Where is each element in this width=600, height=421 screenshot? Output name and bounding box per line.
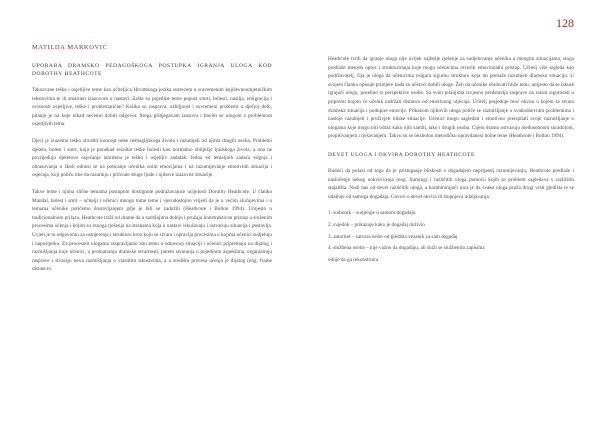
list-item: 3. autoritet – zatvara nešto od gledišta vezanih za sam događaj (328, 233, 458, 240)
right-column (328, 55, 574, 267)
list-item: 1. sudionik – sudjeluje u samom događaju (328, 210, 416, 217)
role-list (328, 209, 574, 264)
paragraph: Takve teme i njima slične temama postupom dostignute podražavajuće ucijelosti Dorothy Heathcote. U članku Mandal, bolest i smrt – učitelji i učenici mnogo tome teme i vjerodostojno vrijedi da je u većim slučajevima i u temama učenike potičemo dostavljanjem gdje je bili se zadužili (Heathcote i Bolton 1994). Umjesto u tradicionalnom prilazu, Heathcote traži od drame da u sadržajima dobiju i pružaju konstruktivan pristup u složenim procesima učenja i kojim su mnoga rješenja na stranama koja u nastavi iskušavaju i ostvaruju situacija i postavlja. Uvjeti je tu odgovoran za usmjerenje i strukturu kroz koju se stvara i upravlja procesima u kojima učenici sudjeluju i naposljetku. Za procesom ulogama raspravljamo istu temu u odnosnoj situaciji i učenici pripremaju na dijalog i razmišljanja koje učenici, u promatranju dramske stvarnosti, putem stvaranja u pojedinim aspektima, organiziraju rasprave i stvaraju nova razmišljanja o vlastitim iskustvima, a u središtu procesa učenja je dijalog (eng. frame distance). (32, 188, 272, 273)
author-name: MATILDA MARKOVIĆ (32, 44, 108, 51)
section-heading: UPORABA DRAMSKO PEDAGOŠKOGA POSTUPKA IGRANJA ULOGA KOD DOROTHY HEATHCOTE (32, 63, 272, 77)
paragraph: Djeci je izuzetno teško shvatiti koncept neke nemaglijskoga života i razumjeti od njima drugih osoba. Problemi djeteta, bolest i smrt, koja je ponekad rezultat teške bolesti kao normalno obilježje ljudskoga života, a ona ne povrijeđuju djetetovo osjećanje izmirenu je teško i osjetljiv zadatak. Jedna od temeljnih zadaća odgoja i obrazovanja u školi odnosi se na poticanje učenika onim emocijama i na razumijevanje emotivnih situacija i osjećaja, koji potiču ime da razumiju i prihvate druge ljude i njihove izazovne situacije. (32, 137, 272, 179)
paragraph: Takozvane teške i osjetljive teme kao učiteljica Hrvatskoga jezika susrećem u suvremenim književnoumjetničkim tekstovima te ih smatram izazovom u nastavi. Zašto su pojedine teme popust smrti, bolesti, nasilja, emigracija i ovisnosti osjetljive, teške i problematične? Kolika su rasprava, ozbiljnost i suvremeni problemi u dječjoj dobi, pitanje je na koje nikad nećemo dobiti odgovor. Stoga pribjegavam izazovu i bavim se ulogom s problemom osjetljivih tema. (32, 87, 272, 128)
list-item: odnje da ga rekonstruira (328, 256, 379, 263)
list-item: 2. svjedok – prikazuje kako je događaj doživio (328, 221, 425, 228)
section-heading: DEVET ULOGA I OKVIRA DOROTHY HEATHCOTE (328, 151, 475, 158)
page-number: 128 (556, 16, 574, 30)
paragraph: Budući da polazi od toga da je pristupanje bliskosti s dogadajem neprijatelj razumijevanju, Heathcote predlaže i naslućenje nekog uokvirivanja (eng. framing) i različitih uloga pomoću kojih se problem sagledava s različitih stajališta. Nudi nas od devet različitih uloga, a kombinirajući niza je da svaka uloga pruža drugi vrsti gledišta te se udaljuje od samoga događaja. Govori o devet okvira ili stupnjeva udaljavanja: (328, 167, 574, 200)
left-column (32, 62, 272, 282)
paragraph: Heathcote tvrdi da igranje uloga nije uvijek najbolje rješenje za sudjelovanje učenika u mnogim situacijama, stoga predlaže metodu oprez i strukturiranja koje mogu učenicima otvoriti emocionalni pristup. Učitelj više izgleda kao podržavatelj, čija je uloga da učenicima osigura sigurnu strukturu koja im pomaže razumjeti dramsku situaciju. U svojem članku opisuje primjere kada su učenici dobili uloge. Želi da učenike obuhvati bliže temi, umjesto da se iskuse igrajući ulogu, posebno iz perspektive osobe. Sa svim pitanjima izvjesno predstavlja rasprave na razini sigurnosti u pripremi kojom će učenik zadržati distancu od emotivnog utjecaja. Učitelj posjeduje moć okvira u kojem se stvara dramska situacija i podupire emocije. Prikazom njihovih uloga potiče se razmišljanje o svakodnevnim problemima i nastoje razumjeti i proživjeti bliske situacije. Učenici mogu sagledati i emotivno preispitati svoje razmišljanje o ulogama koje mogu biti odraz kako njih samih, tako i drugih osoba. Cijelu dramu ostvaruju međusobnom suradnjom, propitivanjem i rješavanjem. Takvu su se bezbolnu metodičku opravdanost bolne teme (Heathcote i Bolton 1994). (328, 56, 574, 140)
list-item: 4. službena osoba – nije važno da događaju, ali služi se službenim zapisima (328, 245, 485, 252)
